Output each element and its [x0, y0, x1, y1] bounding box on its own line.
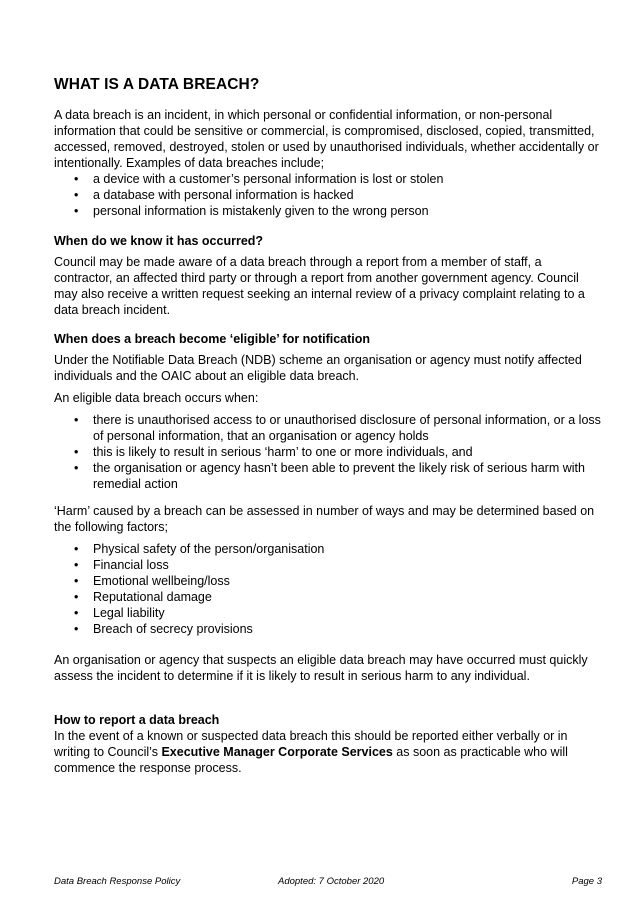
list-item: • the organisation or agency hasn’t been able to prevent the likely risk of serious harm with remedial action [54, 460, 602, 492]
list-item: • a database with personal information is hacked [54, 187, 602, 203]
footer-adopted-date: Adopted: 7 October 2020 [278, 876, 385, 887]
eligible-lead: An eligible data breach occurs when: [54, 391, 259, 405]
harm-factors-list [54, 541, 602, 637]
report-text-start: In the event of a known or suspected data breach this should be reported either verbally or in writing to Council’s [54, 729, 568, 759]
known-heading: When do we know it has occurred? [54, 234, 264, 248]
eligible-paragraph: Under the Notifiable Data Breach (NDB) scheme an organisation or agency must notify affected individuals and the OAIC about an eligible data breach. [54, 353, 582, 383]
page-title: WHAT IS A DATA BREACH? [54, 76, 260, 93]
list-item: • personal information is mistakenly given to the wrong person [54, 203, 602, 219]
list-item: • Financial loss [54, 557, 602, 573]
list-item: • this is likely to result in serious ‘harm’ to one or more individuals, and [54, 444, 602, 460]
assess-paragraph: An organisation or agency that suspects an eligible data breach may have occurred must quickly assess the incident to determine if it is likely to result in serious harm to any individual. [54, 653, 588, 683]
eligible-heading: When does a breach become ‘eligible’ for notification [54, 332, 371, 346]
intro-paragraph: A data breach is an incident, in which personal or confidential information, or non-personal information that could be sensitive or commercial, is compromised, disclosed, copied, transmitted, accessed, removed, destroyed, stolen or used by unauthorised individuals, whether accidentally or intentionally. Examples of data breaches include; [54, 108, 599, 170]
list-item: • there is unauthorised access to or unauthorised disclosure of personal information, or a loss of personal information, that an organisation or agency holds [54, 412, 602, 444]
list-item: • Physical safety of the person/organisation [54, 541, 602, 557]
list-item: • Legal liability [54, 605, 602, 621]
report-paragraph [54, 728, 602, 776]
report-heading: How to report a data breach [54, 713, 220, 727]
page-footer [54, 876, 602, 890]
list-item: • Reputational damage [54, 589, 602, 605]
list-item: • Breach of secrecy provisions [54, 621, 602, 637]
footer-page-number: Page 3 [571, 876, 602, 887]
footer-document-name: Data Breach Response Policy [54, 876, 181, 887]
report-contact-role: Executive Manager Corporate Services [161, 745, 393, 759]
eligible-conditions-list [54, 412, 602, 492]
report-text-end: as soon as practicable who will commence the response process. [54, 745, 568, 775]
list-item: • a device with a customer’s personal information is lost or stolen [54, 171, 602, 187]
list-item: • Emotional wellbeing/loss [54, 573, 602, 589]
known-paragraph: Council may be made aware of a data breach through a report from a member of staff, a contractor, an affected third party or through a report from another government agency. Council may also receive a written request seeking an internal review of a privacy complaint relating to a data breach incident. [54, 255, 585, 317]
harm-paragraph: ‘Harm’ caused by a breach can be assessed in number of ways and may be determined based on the following factors; [54, 504, 595, 534]
examples-list [54, 171, 602, 219]
